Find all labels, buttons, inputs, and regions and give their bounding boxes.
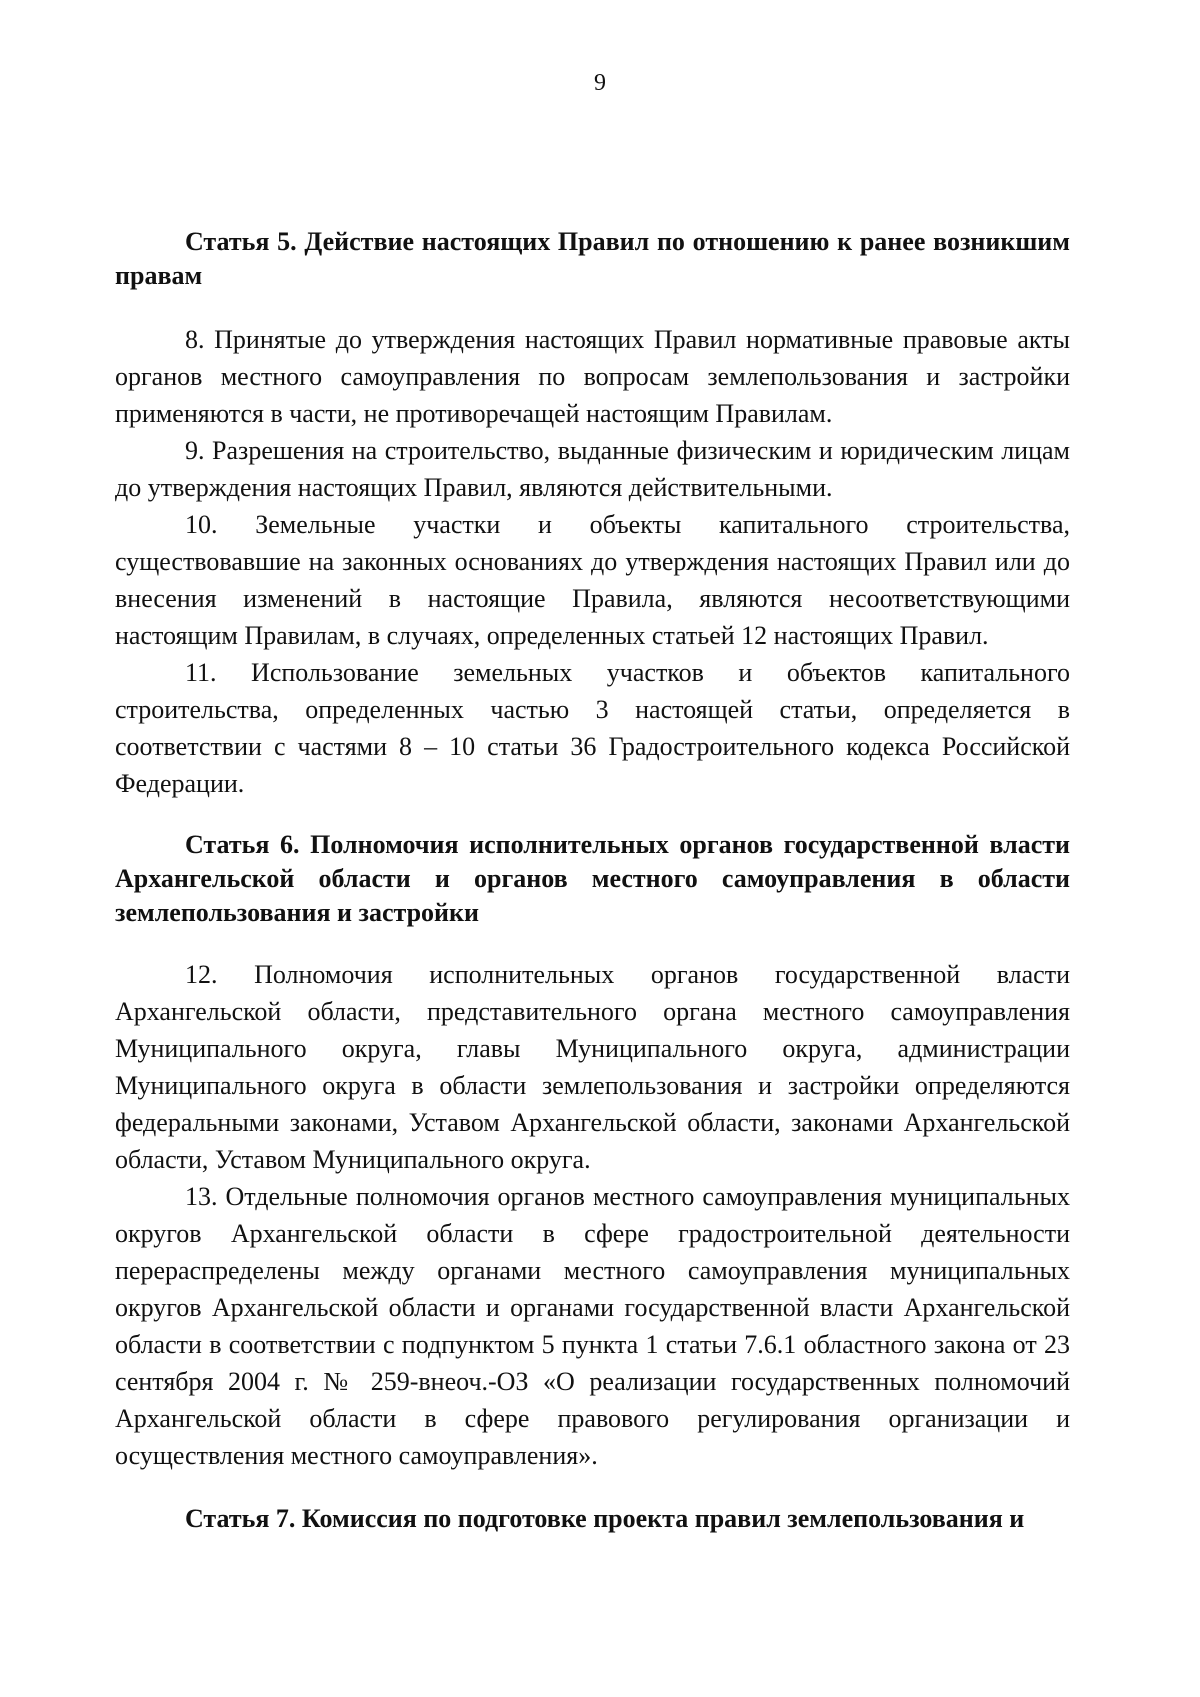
article-6-heading: Статья 6. Полномочия исполнительных органов государственной власти Архангельской области и органов местного самоуправления в области землепользования и застройки xyxy=(115,830,1070,927)
paragraph-9: 9. Разрешения на строительство, выданные физическим и юридическим лицам до утверждения настоящих Правил, являются действительными. xyxy=(115,436,1070,502)
paragraph-10: 10. Земельные участки и объекты капитального строительства, существовавшие на законных основаниях до утверждения настоящих Правил или до внесения изменений в настоящие Правила, являются несоответствующими настоящим Правилам, в случаях, определенных статьей 12 настоящих Правил. xyxy=(115,510,1070,650)
paragraph-13: 13. Отдельные полномочия органов местного самоуправления муниципальных округов Архангельской области в сфере градостроительной деятельности перераспределены между органами местного самоуправления муниципальных округов Архангельской области и органами государственной власти Архангельской области в соответствии с подпунктом 5 пункта 1 статьи 7.6.1 областного закона от 23 сентября 2004 г. № 259-внеоч.-ОЗ «О реализации государственных полномочий Архангельской области в сфере правового регулирования организации и осуществления местного самоуправления». xyxy=(115,1182,1070,1470)
paragraph-8: 8. Принятые до утверждения настоящих Правил нормативные правовые акты органов местного самоуправления по вопросам землепользования и застройки применяются в части, не противоречащей настоящим Правилам. xyxy=(115,325,1070,428)
article-5-heading: Статья 5. Действие настоящих Правил по отношению к ранее возникшим правам xyxy=(115,227,1070,290)
paragraph-12: 12. Полномочия исполнительных органов государственной власти Архангельской области, представительного органа местного самоуправления Муниципального округа, главы Муниципального округа, администрации Муниципального округа в области землепользования и застройки определяются федеральными законами, Уставом Архангельской области, законами Архангельской области, Уставом Муниципального округа. xyxy=(115,960,1070,1174)
article-7-heading: Статья 7. Комиссия по подготовке проекта правил землепользования и xyxy=(185,1504,1025,1533)
page-number: 9 xyxy=(594,70,606,96)
paragraph-11: 11. Использование земельных участков и объектов капитального строительства, определенных частью 3 настоящей статьи, определяется в соответствии с частями 8 – 10 статьи 36 Градостроительного кодекса Российской Федерации. xyxy=(115,658,1070,798)
document-body xyxy=(115,225,1070,1536)
